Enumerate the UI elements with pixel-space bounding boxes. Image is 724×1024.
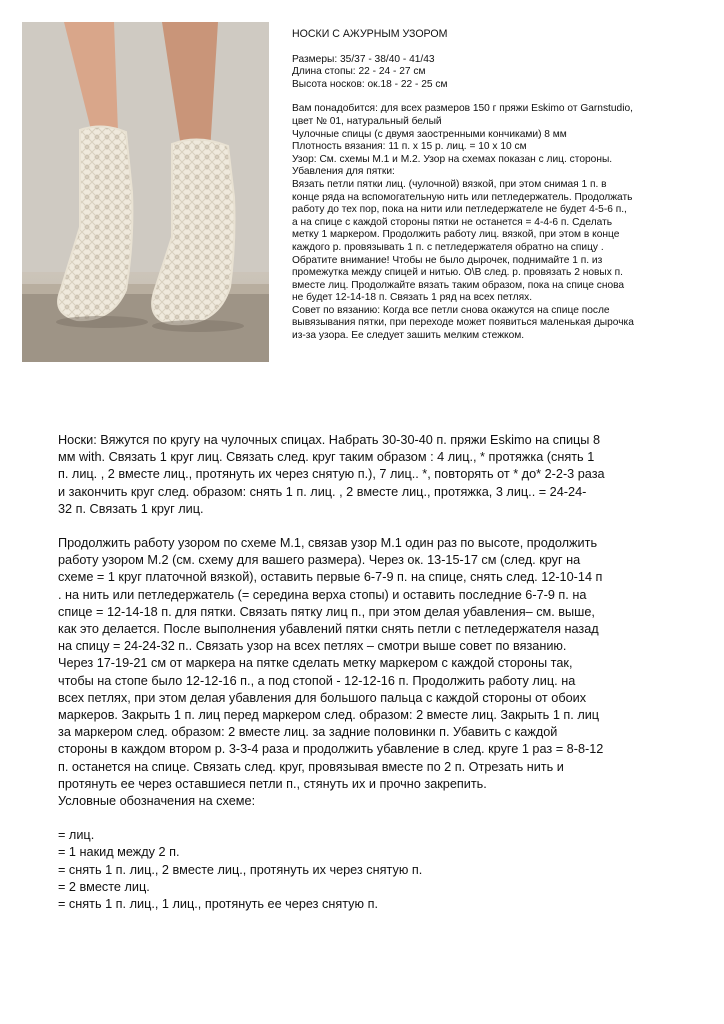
size-block	[292, 54, 708, 92]
text-line: 32 п. Связать 1 круг лиц.	[58, 501, 204, 516]
text-line: . на нить или петледержатель (= середина верха стопы) и оставить последние 6-7-9 п. на	[58, 587, 587, 602]
text-line: стороны в каждом втором р. 3-3-4 раза и продолжить убавление в след. круге 1 раз = 8-8-12	[58, 742, 604, 757]
legend-item: = снять 1 п. лиц., 1 лиц., протянуть ее через снятую п.	[58, 897, 378, 912]
text-line: Вам понадобится: для всех размеров 150 г пряжи Eskimo от Garnstudio,	[292, 103, 633, 115]
legend-item: = 2 вместе лиц.	[58, 879, 150, 894]
text-line: Вязать петли пятки лиц. (чулочной) вязкой, при этом снимая 1 п. в	[292, 178, 607, 190]
text-line: схеме = 1 круг платочной вязкой), оставить первые 6-7-9 п. на спице, снять след. 12-10-14 п	[58, 570, 603, 585]
text-line: Убавления для пятки:	[292, 166, 395, 178]
text-line: из-за узора. Ее следует зашить мелким стежком.	[292, 330, 525, 342]
text-line: Размеры: 35/37 - 38/40 - 41/43	[292, 53, 435, 65]
legend-list	[58, 827, 692, 913]
text-line: за маркером след. образом: 2 вместе лиц. за задние половинки п. Убавить с каждой	[58, 725, 558, 740]
text-line: Условные обозначения на схеме:	[58, 794, 256, 809]
pattern-title: НОСКИ С АЖУРНЫМ УЗОРОМ	[292, 28, 448, 40]
instructions	[58, 432, 692, 913]
text-line: маркеров. Закрыть 1 п. лиц перед маркером след. образом: 2 вместе лиц. Закрыть 1 п. лиц	[58, 708, 600, 723]
text-line: Плотность вязания: 11 п. х 15 р. лиц. = 10 х 10 см	[292, 141, 527, 153]
text-line: чтобы на стопе было 12-12-16 п., а под стопой - 12-12-16 п. Продолжить работу лиц. на	[58, 673, 576, 688]
text-line: Высота носков: ок.18 - 22 - 25 см	[292, 78, 448, 90]
text-line: работу до тех пор, пока на нити или петледержателе не будет 4-5-6 п.,	[292, 204, 627, 216]
text-line: Узор: См. схемы М.1 и М.2. Узор на схемах показан с лиц. стороны.	[292, 153, 613, 165]
text-line: цвет № 01, натуральный белый	[292, 115, 442, 127]
lace-socks-image	[22, 22, 269, 362]
text-line: п. останется на спице. Связать след. круг, провязывая вместе по 2 п. Отрезать нить и	[58, 759, 564, 774]
text-line: Через 17-19-21 см от маркера на пятке сделать метку маркером с каждой стороны так,	[58, 656, 573, 671]
text-line: не будет 12-14-18 п. Связать 1 ряд на всех петлях.	[292, 292, 533, 304]
paragraph-gap	[58, 810, 692, 827]
text-line: вместе лиц. Продолжайте вязать таким образом, пока на спице снова	[292, 279, 625, 291]
text-line: каждого р. провязывать 1 п. с петледержателя обратно на спицу .	[292, 241, 604, 253]
text-line: на спицу = 24-24-32 п.. Связать узор на всех петлях – смотри выше совет по вязанию.	[58, 639, 567, 654]
text-line: а на спице с каждой стороны пятки не останется = 4-4-6 п. Сделать	[292, 216, 613, 228]
pattern-info	[292, 28, 708, 355]
legend-item: = 1 накид между 2 п.	[58, 845, 180, 860]
sock-photo	[22, 22, 269, 362]
text-line: метку 1 маркером. Продолжить работу лиц. вязкой, при этом в конце	[292, 229, 620, 241]
text-line: Продолжить работу узором по схеме М.1, связав узор М.1 один раз по высоте, продолжить	[58, 536, 598, 551]
text-line: мм with. Связать 1 круг лиц. Связать след. круг таким образом : 4 лиц., * протяжка (снять 1	[58, 450, 595, 465]
text-line: Обратите внимание! Чтобы не было дырочек, поднимайте 1 п. из	[292, 254, 603, 266]
text-line: как это делается. После выполнения убавлений пятки снять петли с петледержателя назад	[58, 622, 599, 637]
materials-block	[292, 103, 708, 342]
text-line: Носки: Вяжутся по кругу на чулочных спицах. Набрать 30-30-40 п. пряжи Eskimo на спицы 8	[58, 433, 601, 447]
text-line: и закончить круг след. образом: снять 1 п. лиц. , 2 вместе лиц., протяжка, 3 лиц.. = 24-24-	[58, 484, 587, 499]
legend-item: = лиц.	[58, 828, 95, 843]
text-line: спице = 12-14-18 п. для пятки. Связать пятку лиц п., при этом делая убавления– см. выше,	[58, 604, 595, 619]
legend-item: = снять 1 п. лиц., 2 вместе лиц., протянуть их через снятую п.	[58, 862, 423, 877]
text-line: всех петлях, при этом делая убавления для большого пальца с каждой стороны от обоих	[58, 690, 587, 705]
text-line: промежутка между спицей и нитью. О\В след. р. провязать 2 новых п.	[292, 267, 623, 279]
text-line: Длина стопы: 22 - 24 - 27 см	[292, 66, 426, 78]
text-line: протянуть ее через оставшиеся петли п., стянуть их и прочно закрепить.	[58, 776, 487, 791]
text-line: Чулочные спицы (с двумя заостренными кончиками) 8 мм	[292, 128, 567, 140]
text-line: Совет по вязанию: Когда все петли снова окажутся на спице после	[292, 304, 610, 316]
paragraph-pattern	[58, 535, 692, 810]
text-line: вывязывания пятки, при переходе может появиться маленькая дырочка	[292, 317, 634, 329]
text-line: конце ряда на вспомогательную нить или петледержатель. Продолжать	[292, 191, 633, 203]
paragraph-cast-on	[58, 432, 692, 518]
paragraph-gap	[58, 518, 692, 535]
text-line: п. лиц. , 2 вместе лиц., протянуть их через снятую п.), 7 лиц.. *, повторять от * до* 2-2-3 раза	[58, 467, 605, 482]
text-line: работу узором М.2 (см. схему для вашего размера). Через ок. 13-15-17 см (след. круг на	[58, 553, 581, 568]
